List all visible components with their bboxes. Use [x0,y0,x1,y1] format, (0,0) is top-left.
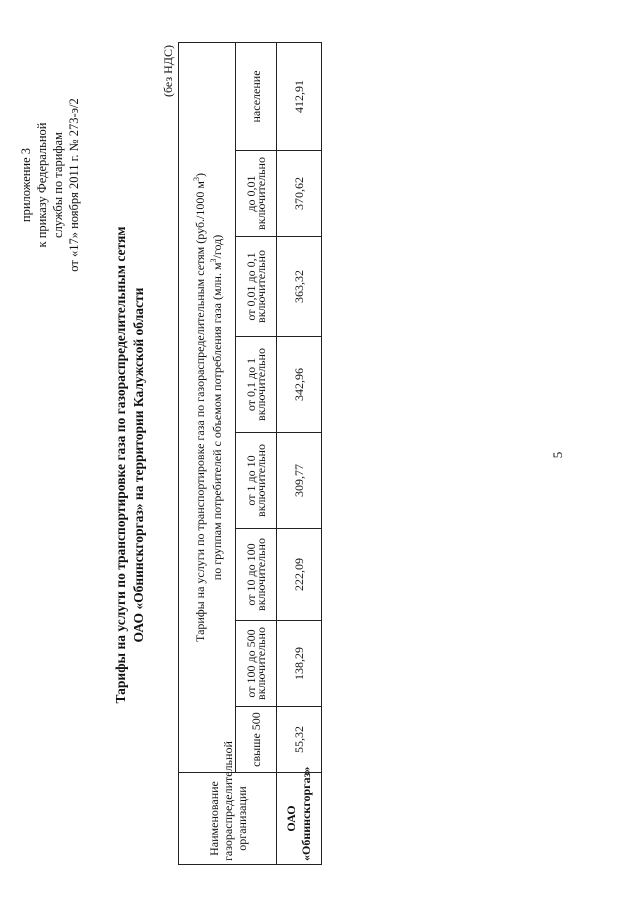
table-header-row [179,42,236,864]
column-header: свыше 500 [236,707,277,773]
order-line: службы по тарифам [51,132,65,238]
tariff-cell: 138,29 [277,621,322,707]
table-row [277,42,322,864]
order-line: от «17» ноября 2011 г. № 273-э/2 [67,98,81,272]
order-line: приложение 3 [19,147,33,223]
tariff-cell: 412,91 [277,42,322,150]
vat-note: (без НДС) [161,45,175,98]
tariff-table [178,42,322,865]
tariff-cell: 55,32 [277,707,322,773]
tariff-cell: 342,96 [277,337,322,433]
order-reference [18,85,82,285]
column-header: от 100 до 500 включительно [236,621,277,707]
document-title [112,145,148,785]
order-line: к приказу Федеральной [35,122,49,248]
tariff-group-header-line-2: по группам потребителей с объемом потребления газа (млн. $м^3/год$) [209,234,224,581]
org-column-header: Наименование газораспределительной организации [179,773,277,865]
tariff-cell: 370,62 [277,151,322,237]
page-number: 5 [550,451,565,459]
tariff-cell: 363,32 [277,237,322,337]
tariff-group-header-line-1: Тарифы на услуги по транспортировке газа по газораспределительным сетям (руб./1000 $м^3$) [192,173,207,642]
tariff-cell: 309,77 [277,433,322,529]
tariff-group-header [179,42,236,772]
column-header: от 1 до 10 включительно [236,433,277,529]
column-header: до 0,01 включительно [236,151,277,237]
column-header: от 0,01 до 0,1 включительно [236,237,277,337]
column-header: от 10 до 100 включительно [236,529,277,621]
column-header: население [236,42,277,150]
title-line-1: Тарифы на услуги по транспортировке газа по газораспределительным сетям [113,226,128,704]
table-subheader-row [236,42,277,864]
tariff-cell: 222,09 [277,529,322,621]
title-line-2: ОАО «Обнинскгоргаз» на территории Калужской области [131,287,146,643]
org-name-cell: ОАО «Обнинскгоргаз» [277,773,322,865]
column-header: от 0,1 до 1 включительно [236,337,277,433]
